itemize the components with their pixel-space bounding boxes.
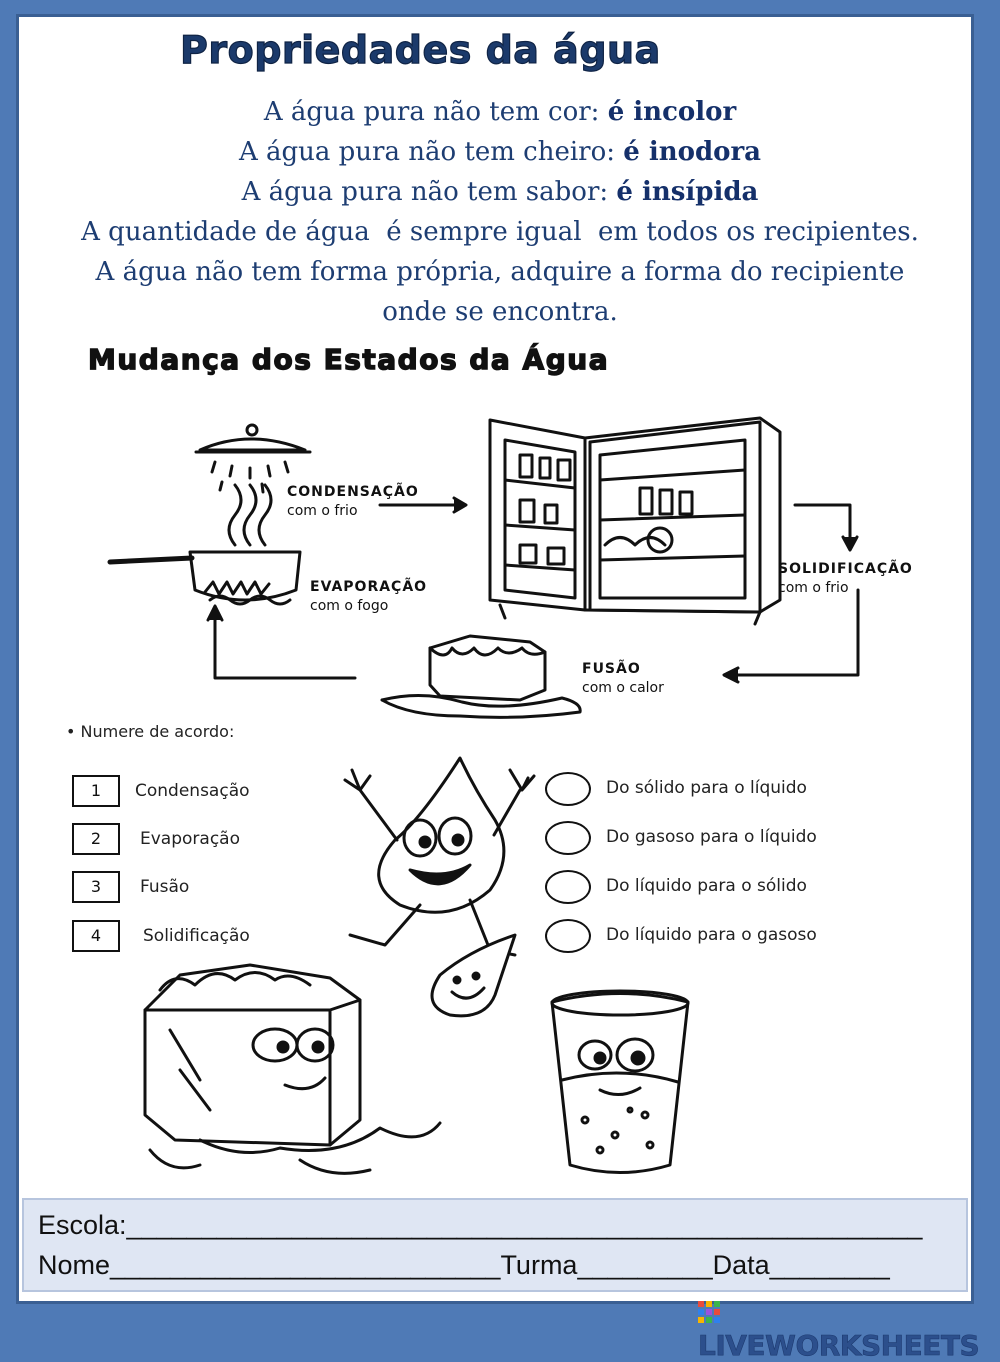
property-line: onde se encontra. [382,297,618,327]
term-number-box: 2 [72,823,120,855]
term-number-box: 1 [72,775,120,807]
option-description: Do líquido para o sólido [606,876,807,896]
answer-circle-input[interactable] [545,772,591,806]
pot-lid-icon [196,425,310,492]
property-line: A água não tem forma própria, adquire a forma do recipiente [95,257,905,287]
fusion-label: FUSÃO com o calor [582,661,664,696]
name-class-date-field[interactable]: Nome__________________________Turma_________Data________ [38,1250,890,1280]
page-title: Propriedades da água [180,28,661,72]
solidification-label: SOLIDIFICAÇÃO com o frio [778,561,913,596]
property-line: A água pura não tem sabor: é insípida [241,177,759,207]
condensation-label: CONDENSAÇÃO com o frio [287,484,419,519]
term-label: Fusão [140,877,190,897]
liveworksheets-logo-icon [698,1299,720,1323]
liveworksheets-logo: LIVEWORKSHEETS [698,1296,1000,1362]
term-label: Condensação [135,781,250,801]
option-description: Do sólido para o líquido [606,778,807,798]
answer-circle-input[interactable] [545,821,591,855]
student-info-footer [22,1198,968,1292]
arrow-solidification-icon [795,505,857,550]
melting-ice-icon [382,636,580,717]
water-drop-character-icon [345,758,534,955]
term-label: Evaporação [140,829,240,849]
property-line: A água pura não tem cheiro: é inodora [238,137,762,167]
term-label: Solidificação [143,926,250,946]
term-number-box: 3 [72,871,120,903]
arrow-evaporation-icon [208,606,355,678]
refrigerator-icon [490,418,780,624]
option-description: Do líquido para o gasoso [606,925,817,945]
term-number-box: 4 [72,920,120,952]
exercise-instruction: • Numere de acordo: [66,722,235,741]
answer-circle-input[interactable] [545,919,591,953]
steam-icon [229,485,271,545]
option-description: Do gasoso para o líquido [606,827,817,847]
pot-icon [110,552,300,604]
small-drop-icon [432,935,515,1016]
property-line: A quantidade de água é sempre igual em todos os recipientes. [81,217,919,247]
answer-circle-input[interactable] [545,870,591,904]
ice-cube-character-icon [145,965,440,1173]
evaporation-label: EVAPORAÇÃO com o fogo [310,579,428,614]
school-field[interactable]: Escola:_____________________________________________________ [38,1210,923,1240]
property-line: A água pura não tem cor: é incolor [263,97,737,127]
diagram-title: Mudança dos Estados da Água [88,343,610,376]
water-glass-character-icon [552,991,688,1173]
